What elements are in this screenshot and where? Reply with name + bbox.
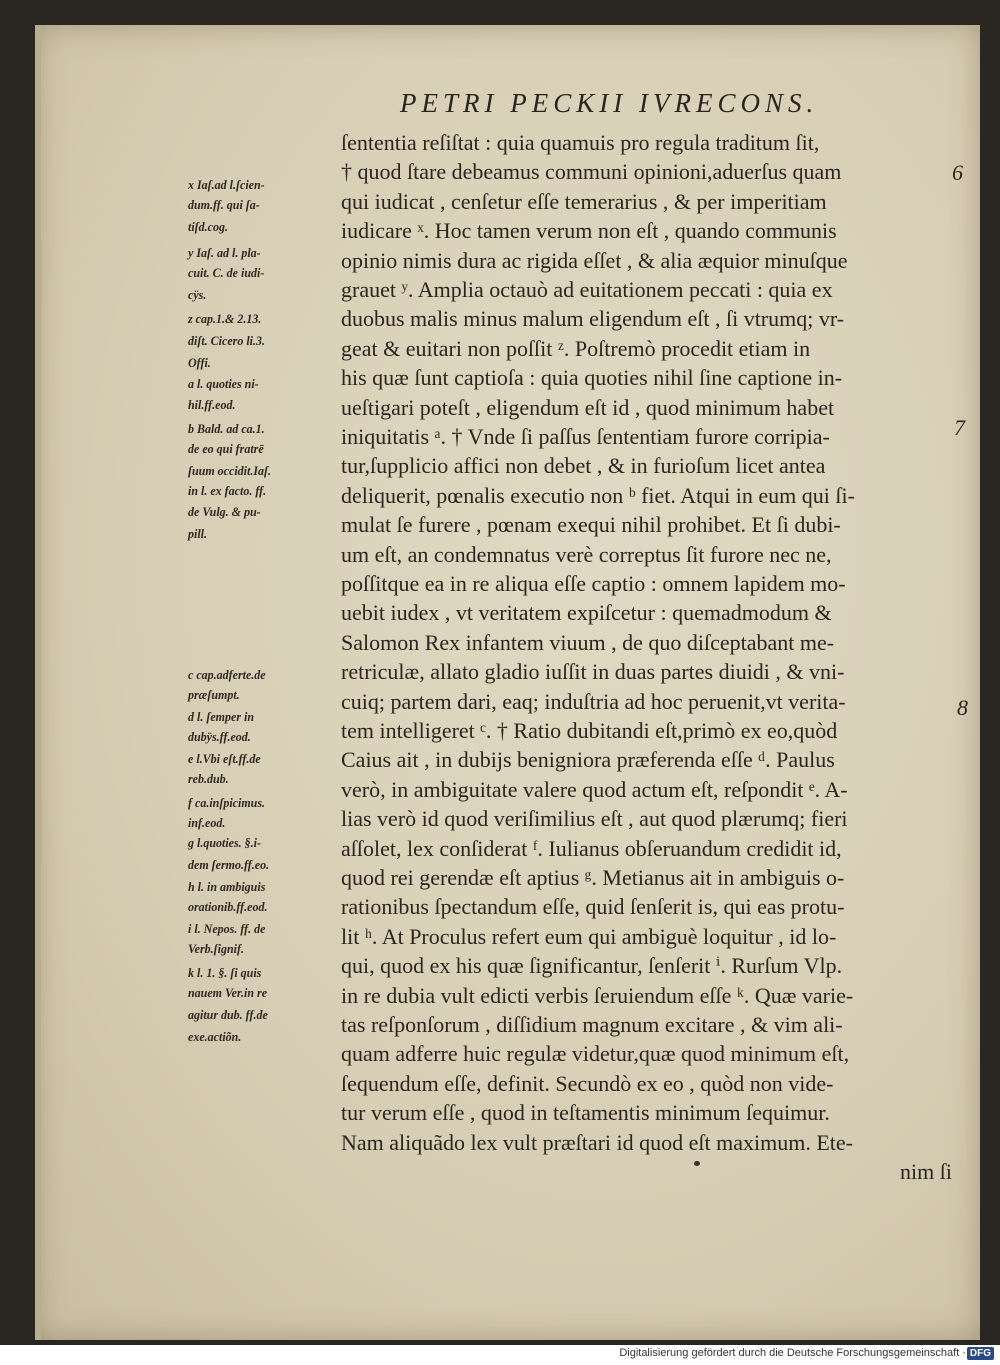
text-line: tas reſponſorum , diſſidium magnum excitare , & vim ali- (341, 1012, 843, 1037)
text-line: qui iudicat , cenſetur eſſe temerarius , & per imperitiam (341, 188, 827, 214)
margin-note: pill. (188, 527, 208, 541)
footer-bar (0, 1345, 1000, 1365)
margin-note: k l. 1. §. ſi quis (188, 966, 262, 980)
text-line: tem intelligeret ᶜ. † Ratio dubitandi eſt,primò ex eo,quòd (341, 718, 838, 743)
margin-note: d l. ſemper in (188, 710, 254, 724)
text-line: rationibus ſpectandum eſſe, quid ſenſerit is, qui eas protu- (341, 894, 845, 920)
margin-note: a l. quoties ni- (188, 377, 259, 391)
margin-note: tiſd.cog. (188, 220, 229, 234)
text-line: iniquitatis ᵃ. † Vnde ſi paſſus ſententiam furore corripia- (341, 424, 830, 449)
margin-note: e l.Vbi eſt.ff.de (188, 752, 261, 766)
text-line: poſſitque ea in re aliqua eſſe captio : omnem lapidem mo- (341, 571, 846, 596)
text-line: † quod ſtare debeamus communi opinioni,aduerſus quam (341, 159, 842, 185)
text-line: um eſt, an condemnatus verè correptus ſit furore nec ne, (341, 541, 832, 567)
margin-note: inf.eod. (188, 816, 226, 830)
text-line: grauet ʸ. Amplia octauò ad euitationem peccati : quia ex (341, 277, 833, 302)
text-line: qui, quod ex his quæ ſignificantur, ſenſerit ⁱ. Rurſum Vlp. (341, 953, 843, 979)
text-line: lit ʰ. At Proculus refert eum qui ambiguè loquitur , id lo- (341, 923, 837, 949)
margin-note: exe.actiõn. (188, 1030, 242, 1044)
margin-note: Offi. (188, 356, 211, 370)
page-edge (35, 25, 41, 1340)
margin-note: g l.quoties. §.i- (188, 836, 262, 850)
text-line: uebit iudex , vt veritatem expiſcetur : quemadmodum & (341, 600, 832, 626)
text-line: retriculæ, allato gladio iuſſit in duas partes diuidi , & vni- (341, 659, 845, 685)
section-number: 7 (954, 415, 965, 440)
text-line: tur,ſupplicio affici non debet , & in furioſum licet antea (341, 453, 826, 479)
text-line: in re dubia vult edicti verbis ſeruiendum eſſe ᵏ. Quæ varie- (341, 982, 854, 1008)
text-line: ſequendum eſſe, definit. Secundò ex eo , quòd non vide- (341, 1070, 834, 1096)
margin-note: f ca.inſpicimus. (188, 796, 266, 810)
margin-note: dem ſermo.ff.eo. (188, 858, 270, 872)
text-line: geat & euitari non poſſit ᶻ. Poſtremò procedit etiam in (341, 335, 811, 361)
margin-note: y Iaſ. ad l. pla- (188, 246, 261, 260)
margin-note: cuit. C. de iudi- (188, 266, 265, 280)
margin-note: reb.dub. (188, 772, 229, 786)
margin-note: in l. ex facto. ff. (188, 484, 267, 498)
section-number: 8 (957, 695, 968, 720)
text-line: Caius ait , in dubijs benigniora præferenda eſſe ᵈ. Paulus (341, 747, 835, 773)
text-line: his quæ ſunt captioſa : quia quoties nihil ſine captione in- (341, 365, 843, 391)
text-line: cuiq; partem dari, eaq; induſtria ad hoc peruenit,vt verita- (341, 688, 846, 714)
margin-note: cÿs. (188, 288, 207, 302)
margin-note: de Vulg. & pu- (188, 505, 261, 519)
margin-note: c cap.adferte.de (188, 668, 266, 682)
margin-note: diſt. Cicero li.3. (188, 334, 265, 348)
margin-note: i l. Nepos. ff. de (188, 922, 266, 936)
text-line: deliquerit, pœnalis executio non ᵇ fiet. Atqui in eum qui ſi- (341, 482, 855, 508)
dfg-logo: DFG (967, 1347, 994, 1360)
text-line: quod rei gerendæ eſt aptius ᵍ. Metianus ait in ambiguis o- (341, 865, 845, 890)
text-line: quam adferre huic regulæ videtur,quæ quod minimum eſt, (341, 1041, 850, 1067)
margin-note: hil.ff.eod. (188, 398, 236, 412)
margin-note: de eo qui fratrē (188, 442, 264, 456)
text-line: Salomon Rex infantem viuum , de quo diſceptabant me- (341, 629, 835, 655)
margin-note: h l. in ambiguis (188, 880, 266, 894)
margin-note: dum.ff. qui ſa- (188, 198, 260, 212)
text-line: lias verò id quod veriſimilius eſt , aut quod plærumq; fieri (341, 806, 848, 832)
margin-note: agitur dub. ff.de (188, 1008, 268, 1022)
text-line: duobus malis minus malum eligendum eſt , ſi vtrumq; vr- (341, 306, 845, 332)
ink-mark (694, 1161, 700, 1166)
margin-note: nauem Ver.in re (188, 986, 268, 1000)
text-line: opinio nimis dura ac rigida eſſet , & alia æquior minuſque (341, 247, 848, 273)
margin-note: orationib.ff.eod. (188, 900, 268, 914)
text-line: Nam aliquãdo lex vult præſtari id quod eſt maximum. Ete- (341, 1129, 854, 1155)
text-line: ſententia reſiſtat : quia quamuis pro regula traditum ſit, (341, 130, 820, 155)
text-line: aſſolet, lex conſiderat ᶠ. Iulianus obſeruandum credidit id, (341, 835, 842, 861)
margin-note: dubÿs.ff.eod. (188, 730, 251, 744)
margin-note: b Bald. ad ca.1. (188, 422, 265, 436)
margin-note: x Iaſ.ad l.ſcien- (188, 178, 265, 192)
footer-credit: Digitalisierung gefördert durch die Deutsche Forschungsgemeinschaft · (619, 1347, 966, 1359)
margin-note: Verb.ſignif. (188, 942, 245, 956)
margin-note: ſuum occidit.Iaſ. (188, 464, 272, 478)
text-line: iudicare ˣ. Hoc tamen verum non eſt , quando communis (341, 218, 837, 244)
text-line: nim ſi (900, 1159, 952, 1184)
text-line: verò, in ambiguitate valere quod actum eſt, reſpondit ᵉ. A- (341, 776, 848, 802)
margin-note: præſumpt. (188, 688, 240, 702)
margin-note: z cap.1.& 2.13. (188, 312, 262, 326)
text-line: tur verum eſſe , quod in teſtamentis minimum ſequimur. (341, 1100, 830, 1126)
text-line: mulat ſe furere , pœnam exequi nihil prohibet. Et ſi dubi- (341, 512, 841, 538)
section-number: 6 (952, 160, 963, 185)
running-head: PETRI PECKII IVRECONS. (400, 88, 819, 118)
text-line: ueſtigari poteſt , eligendum eſt id , quod minimum habet (341, 394, 835, 420)
